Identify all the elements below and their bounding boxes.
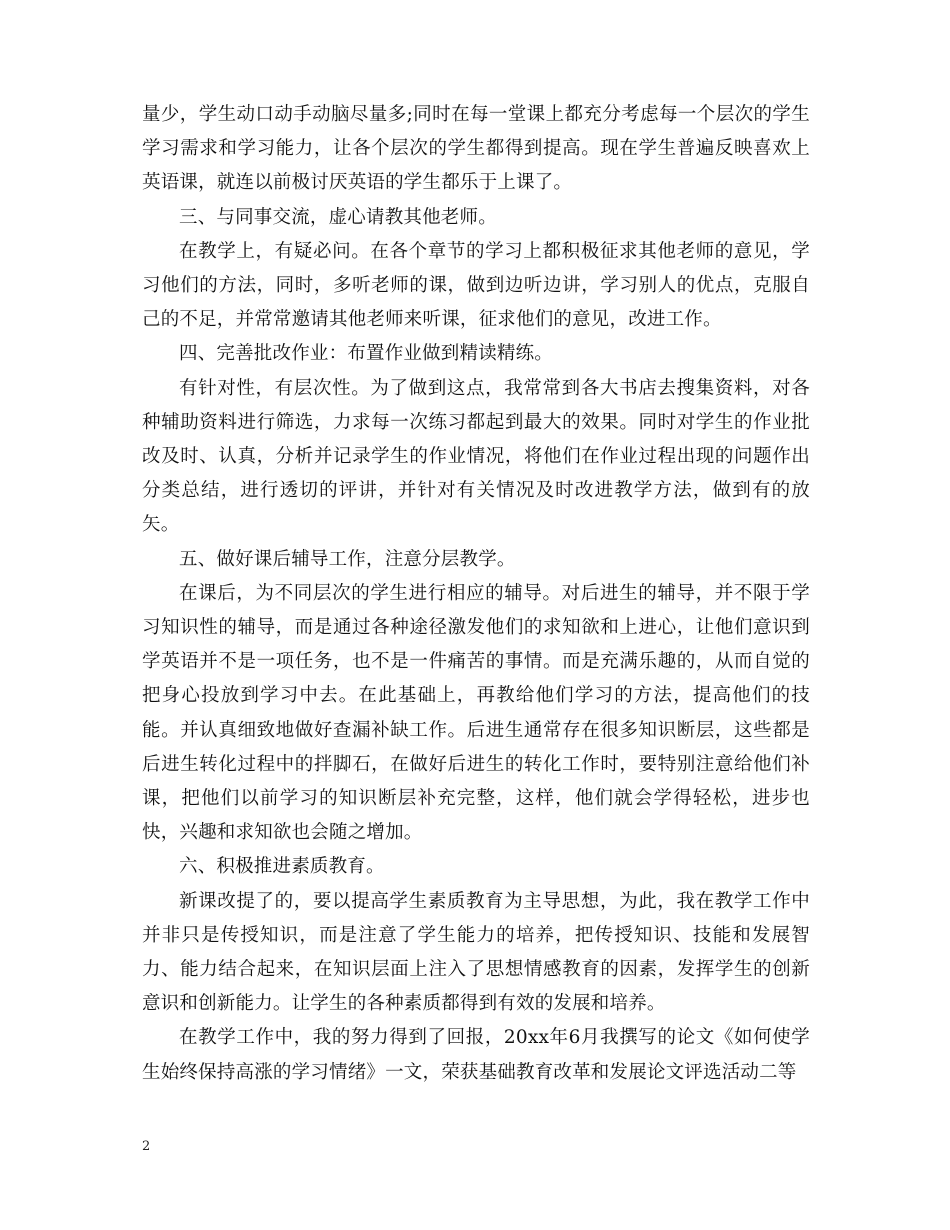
paragraph-homework: 有针对性，有层次性。为了做到这点，我常常到各大书店去搜集资料，对各种辅助资料进行筛选，力求每一次练习都起到最大的效果。同时对学生的作业批改及时、认真，分析并记录学生的作业情况，将他们在作业过程出现的问题作出分类总结，进行透切的评讲，并针对有关情况及时改进教学方法，做到有的放矢。 <box>142 377 810 536</box>
page-number: 2 <box>142 1139 151 1154</box>
section-heading-five: 五、做好课后辅导工作，注意分层教学。 <box>179 548 516 570</box>
paragraph-achievement: 在教学工作中，我的努力得到了回报，20xx年6月我撰写的论文《如何使学生始终保持高涨的学习情绪》一文，荣获基础教育改革和发展论文评选活动二等 <box>142 1027 810 1083</box>
section-heading-six: 六、积极推进素质教育。 <box>179 856 385 878</box>
section-heading-four: 四、完善批改作业：布置作业做到精读精练。 <box>179 343 554 365</box>
paragraph-continued: 量少，学生动口动手动脑尽量多;同时在每一堂课上都充分考虑每一个层次的学生学习需求和学习能力，让各个层次的学生都得到提高。现在学生普遍反映喜欢上英语课，就连以前极讨厌英语的学生都乐于上课了。 <box>142 104 810 194</box>
body-text <box>142 98 810 1090</box>
paragraph-quality-education: 新课改提了的，要以提高学生素质教育为主导思想，为此，我在教学工作中并非只是传授知识，而是注意了学生能力的培养，把传授知识、技能和发展智力、能力结合起来，在知识层面上注入了思想情感教育的因素，发挥学生的创新意识和创新能力。让学生的各种素质都得到有效的发展和培养。 <box>142 890 810 1015</box>
paragraph-tutoring: 在课后，为不同层次的学生进行相应的辅导。对后进生的辅导，并不限于学习知识性的辅导，而是通过各种途径激发他们的求知欲和上进心，让他们意识到学英语并不是一项任务，也不是一件痛苦的事情。而是充满乐趣的，从而自觉的把身心投放到学习中去。在此基础上，再教给他们学习的方法，提高他们的技能。并认真细致地做好查漏补缺工作。后进生通常存在很多知识断层，这些都是后进生转化过程中的拌脚石，在做好后进生的转化工作时，要特别注意给他们补课，把他们以前学习的知识断层补充完整，这样，他们就会学得轻松，进步也快，兴趣和求知欲也会随之增加。 <box>142 582 810 844</box>
paragraph-consult-colleagues: 在教学上，有疑必问。在各个章节的学习上都积极征求其他老师的意见，学习他们的方法，同时，多听老师的课，做到边听边讲，学习别人的优点，克服自己的不足，并常常邀请其他老师来听课，征求他们的意见，改进工作。 <box>142 240 810 331</box>
section-heading-three: 三、与同事交流，虚心请教其他老师。 <box>179 206 497 228</box>
